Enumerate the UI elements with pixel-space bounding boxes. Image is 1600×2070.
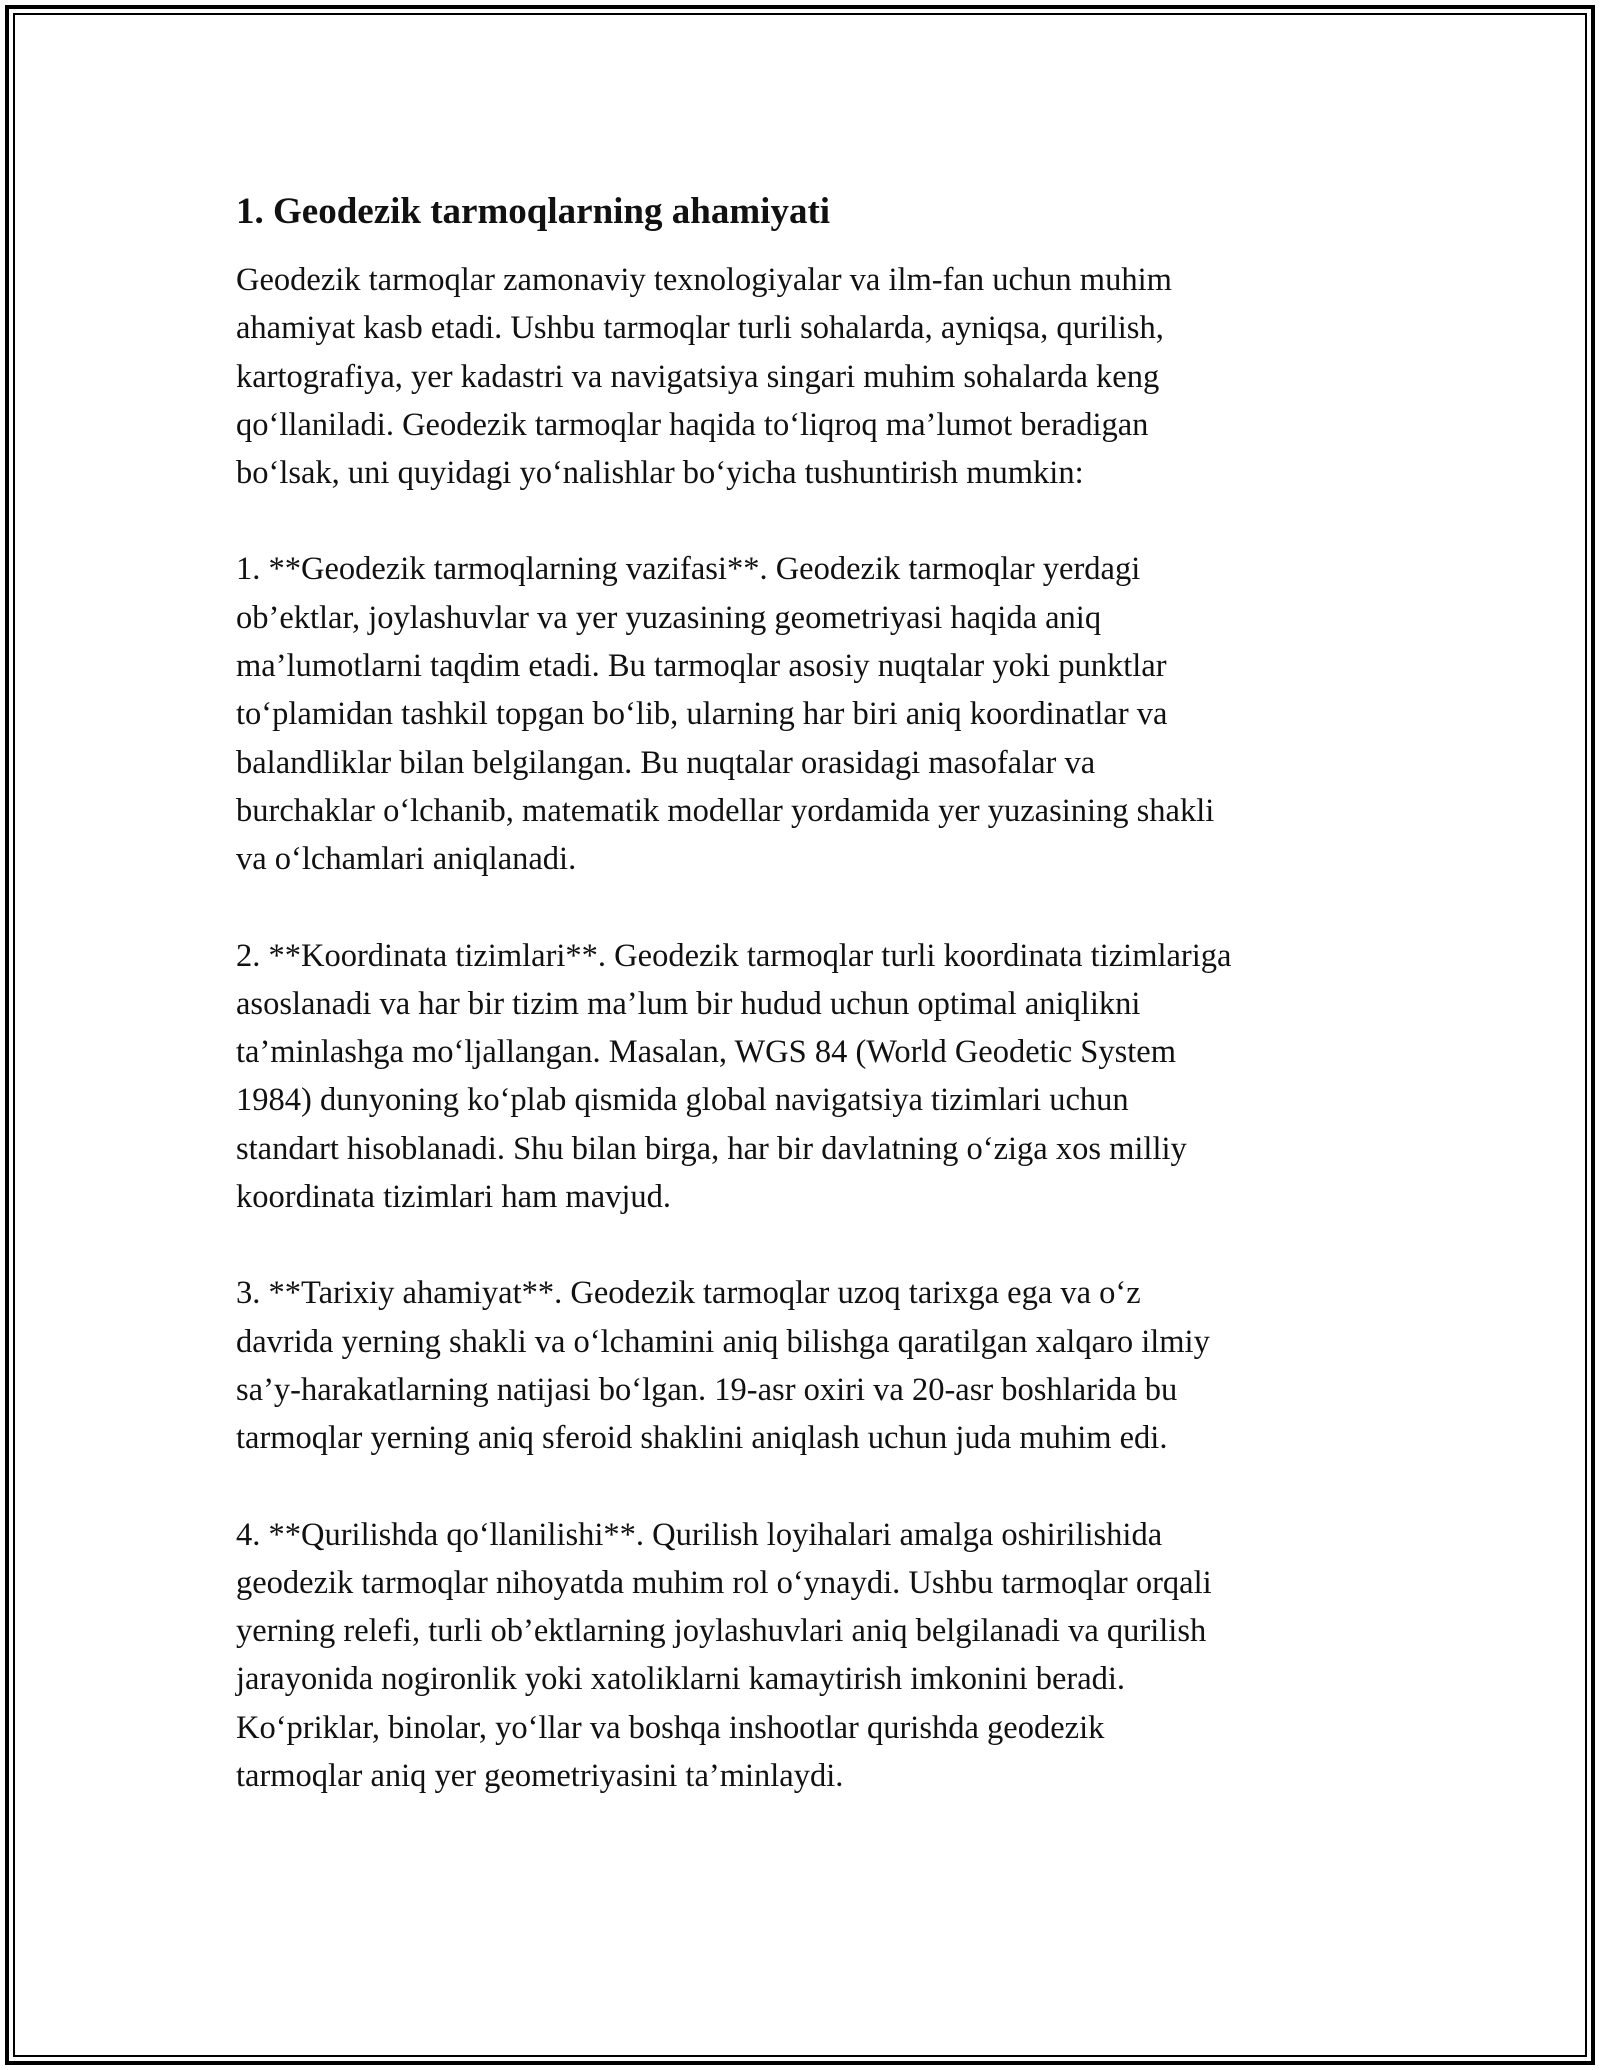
document-body xyxy=(236,188,1386,1800)
paragraph-vazifasi: 1. **Geodezik tarmoqlarning vazifasi**. Geodezik tarmoqlar yerdagi ob’ektlar, joylashuvlar va yer yuzasining geometriyasi haqida aniq ma’lumotlarni taqdim etadi. Bu tarmoqlar asosiy nuqtalar yoki punktlar to‘plamidan tashkil topgan bo‘lib, ularning har biri aniq koordinatlar va balandliklar bilan belgilangan. Bu nuqtalar orasidagi masofalar va burchaklar o‘lchanib, matematik modellar yordamida yer yuzasining shakli va o‘lchamlari aniqlanadi. xyxy=(236,551,1215,878)
intro-paragraph: Geodezik tarmoqlar zamonaviy texnologiyalar va ilm-fan uchun muhim ahamiyat kasb etadi. Ushbu tarmoqlar turli sohalarda, ayniqsa, qurilish, kartografiya, yer kadastri va navigatsiya singari muhim sohalarda keng qo‘llaniladi. Geodezik tarmoqlar haqida to‘liqroq ma’lumot beradigan bo‘lsak, uni quyidagi yo‘nalishlar bo‘yicha tushuntirish mumkin: xyxy=(236,262,1172,492)
paragraph-tarixiy-ahamiyat: 3. **Tarixiy ahamiyat**. Geodezik tarmoqlar uzoq tarixga ega va o‘z davrida yerning shakli va o‘lchamini aniq bilishga qaratilgan xalqaro ilmiy sa’y-harakatlarning natijasi bo‘lgan. 19-asr oxiri va 20-asr boshlarida bu tarmoqlar yerning aniq sferoid shaklini aniqlash uchun juda muhim edi. xyxy=(236,1275,1210,1457)
paragraph-qurilishda: 4. **Qurilishda qo‘llanilishi**. Qurilish loyihalari amalga oshirilishida geodezik tarmoqlar nihoyatda muhim rol o‘ynaydi. Ushbu tarmoqlar orqali yerning relefi, turli ob’ektlarning joylashuvlari aniq belgilanadi va qurilish jarayonida nogironlik yoki xatoliklarni kamaytirish imkonini beradi. Ko‘priklar, binolar, yo‘llar va boshqa inshootlar qurishda geodezik tarmoqlar aniq yer geometriyasini ta’minlaydi. xyxy=(236,1516,1212,1795)
paragraph-koordinata-tizimlari: 2. **Koordinata tizimlari**. Geodezik tarmoqlar turli koordinata tizimlariga asoslanadi va har bir tizim ma’lum bir hudud uchun optimal aniqlikni ta’minlashga mo‘ljallangan. Masalan, WGS 84 (World Geodetic System 1984) dunyoning ko‘plab qismida global navigatsiya tizimlari uchun standart hisoblanadi. Shu bilan birga, har bir davlatning o‘ziga xos milliy koordinata tizimlari ham mavjud. xyxy=(236,937,1232,1216)
section-heading: 1. Geodezik tarmoqlarning ahamiyati xyxy=(236,191,831,232)
